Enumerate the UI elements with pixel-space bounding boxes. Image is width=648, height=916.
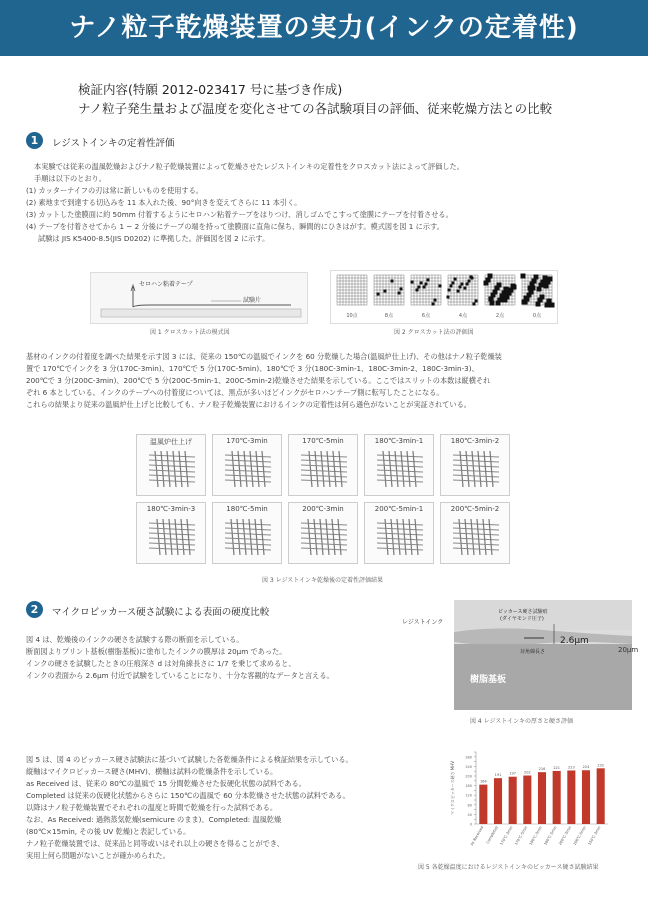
tile-label: 170℃-3min — [226, 437, 268, 445]
chart-bar — [509, 777, 517, 824]
grade-panel — [411, 275, 442, 319]
crosscut-result-tile — [212, 434, 282, 496]
crosscut-result-tile — [364, 502, 434, 564]
crosscut-grades — [331, 271, 557, 323]
hardness-chart — [446, 746, 612, 858]
section1-paragraph: 本実験では従来の温風乾燥およびナノ粒子乾燥装置によって乾燥させたレジストインキの定着性をクロスカット法によって評価した。 手順は以下のとおり。 (1) カッターナイフの刃は常に新しいものを使用する。 (2) 素地まで到達する切込みを 11 本入れた後、90°向きを変えてさらに 11 本引く。 (3) カットした塗膜面に約 50mm 付着するようにセロハン粘着テープをはりつけ、消しゴムでこすって塗膜にテープを付着させる。 (4) テープを付着させてから 1 ~ 2 分後にテープの端を持って塗膜面に直角に保ち、瞬間的にひきはがす。模式図を図 1 に示す。 試験は JIS K5400-8.5(JIS D0202) に準拠した。評価図を図 2 に示す。 — [26, 162, 464, 243]
grade-label: 0点 — [532, 313, 542, 319]
fig1-piece-label: 試験片 — [243, 297, 262, 304]
bar-value-label: 223 — [567, 765, 575, 770]
subtitle-line1: 検証内容(特願 2012-023417 号に基づき作成) — [78, 82, 343, 97]
fig4-substrate-label: 樹脂基板 — [470, 675, 507, 685]
fig4-thickness-label: 20μm — [618, 646, 639, 654]
y-tick-label: 200 — [465, 774, 472, 779]
category-label: 180℃-5min — [543, 825, 558, 846]
chart-bar — [553, 771, 561, 824]
y-tick-label: 240 — [465, 764, 472, 769]
fig4-depth-label: 2.6μm — [560, 636, 589, 646]
bar-value-label: 216 — [538, 767, 546, 772]
category-label: 200℃-5min — [572, 825, 587, 846]
section1-number: 1 — [26, 132, 43, 149]
chart-bar — [523, 776, 531, 824]
tile-label: 200℃-5min-1 — [374, 505, 424, 513]
figure-3 — [136, 434, 516, 564]
tile-label: 170℃-5min — [302, 437, 344, 445]
crosscut-result-tile — [440, 502, 510, 564]
section2-number: 2 — [26, 601, 43, 618]
page-title: ナノ粒子乾燥装置の実力(インクの定着性) — [0, 0, 648, 56]
fig4-diag-label: 対角線長さ — [520, 649, 546, 655]
grade-label: 8点 — [384, 313, 394, 319]
subtitle-line2: ナノ粒子発生量および温度を変化させての各試験項目の評価、従来乾燥方法との比較 — [78, 101, 553, 116]
bar-value-label: 191 — [494, 773, 502, 778]
figure-1 — [90, 272, 308, 324]
bar-value-label: 164 — [479, 779, 487, 784]
fig3-caption: 図 3 レジストインキ乾燥後の定着性評価結果 — [262, 577, 384, 584]
y-tick-label: 280 — [465, 755, 472, 760]
chart-bar — [494, 778, 502, 824]
bar-value-label: 232 — [597, 763, 605, 768]
crosscut-result-tile — [212, 502, 282, 564]
crosscut-result-tile — [288, 502, 358, 564]
tile-label: 200℃-5min-2 — [450, 505, 500, 513]
tile-label: 180℃-3min-1 — [374, 437, 424, 445]
tile-label: 180℃-5min — [226, 505, 268, 513]
y-tick-label: 160 — [465, 784, 472, 789]
grade-panel — [521, 274, 555, 320]
fig1-tape-label: セロハン粘着テープ — [139, 281, 193, 288]
tile-label: 180℃-3min-3 — [146, 505, 196, 513]
section2-title: マイクロビッカース硬さ試験による表面の硬度比較 — [52, 607, 270, 618]
chart-bar — [582, 770, 590, 824]
y-tick-label: 0 — [469, 822, 472, 827]
grade-label: 6点 — [421, 313, 431, 319]
grade-label: 4点 — [458, 313, 468, 319]
chart-bar — [567, 770, 575, 824]
category-label: 150℃-3min — [587, 825, 602, 846]
tile-label: 200℃-3min — [302, 505, 344, 513]
fig5-caption: 図 5 各乾燥温度におけるレジストインキのビッカース硬さ試験結果 — [418, 864, 599, 871]
y-tick-label: 40 — [467, 812, 472, 817]
chart-bar — [597, 768, 605, 824]
y-tick-label: 120 — [465, 793, 472, 798]
fig4-ink-label: レジストインク — [402, 619, 444, 626]
grade-label: 2点 — [495, 313, 505, 319]
bar-value-label: 221 — [553, 765, 561, 770]
grade-label: 10点 — [346, 313, 358, 319]
bar-value-label: 202 — [523, 770, 531, 775]
figure-4 — [454, 600, 632, 710]
fig4-indent-label: ビッカース硬さ試験痕 — [498, 609, 548, 615]
section2-paragraph: 図 4 は、乾燥後のインクの硬さを試験する際の断面を示している。 断面図よりプリント基板(樹脂基板)に塗布したインクの膜厚は 20μm であった。 インクの硬さを試験したときの圧痕深さ d は対角線長さに 1/7 を乗じて求めると、 インクの表面から 2.6μm 付近で試験をしていることになり、十分な客観的なデータと言える。 — [26, 635, 334, 680]
grade-panel — [374, 275, 404, 319]
category-label: Completed — [485, 825, 499, 845]
bar-value-label: 197 — [509, 771, 517, 776]
grade-panel — [484, 274, 517, 320]
chart-bar — [538, 772, 546, 824]
figure-2 — [330, 270, 558, 324]
category-label: 170℃-3min — [499, 825, 514, 846]
fig2-caption: 図 2 クロスカット法の評価図 — [394, 329, 474, 336]
fig1-caption: 図 1 クロスカット法の模式図 — [150, 329, 230, 336]
fig4-caption: 図 4 レジストインキの厚さと硬さ評価 — [470, 718, 574, 725]
section2-results-paragraph: 図 5 は、図 4 のビッカース硬さ試験法に基づいて試験した各乾燥条件による検証結果を示している。 縦軸はマイクロビッカース硬さ(MHV)、横軸は試料の乾燥条件を示している。 as Received は、従来の 80℃の温風で 15 分間乾燥させた仮硬化状態の試料である。 Completed は従来の仮硬化状態からさらに 150℃の温風で 60 分本乾燥させた状態の試料である。 以降はナノ粒子乾燥装置でそれぞれの温度と時間で乾燥を行った試料である。 なお、As Received: 過熱蒸気乾燥(semicure のまま)、Completed: 温風乾燥 (80℃×15min, その後 UV 乾燥)と表記している。 ナノ粒子乾燥装置では、従来品と同等或いはそれ以上の硬さを得ることができ、 実用上何ら問題がないことが確かめられた。 — [26, 755, 353, 860]
crosscut-diagram — [91, 273, 307, 323]
fig4-diamond-label: (ダイヤモンド圧子) — [500, 616, 544, 622]
y-tick-label: 80 — [467, 803, 472, 808]
tile-label: 180℃-3min-2 — [450, 437, 500, 445]
crosscut-result-tile — [288, 434, 358, 496]
bar-value-label: 224 — [582, 765, 590, 770]
crosscut-result-tile — [364, 434, 434, 496]
section1-title: レジストインキの定着性評価 — [52, 138, 175, 149]
crosscut-result-tile — [136, 434, 206, 496]
section1-results-paragraph: 基材のインクの付着度を調べた結果を示す図 3 には、従来の 150℃の温風でインクを 60 分乾燥した場合(温風炉仕上げ)、その他はナノ粒子乾燥装 置で 170℃でインクを 3 分(170C-3min)、170℃で 5 分(170C-5min)、180℃で 3 分(180C-3min-1、180C-3min-2、180C-3min-3)、 200℃で 3 分(200C-3min)、200℃で 5 分(200C-5min-1、200C-5min-2)乾燥させた結果を示している。ここではスリットの本数は縦横それ ぞれ 6 本としている。インクのテープへの付着度については、黒点が多いほどインクがセロハンテープ側に転写したことになる。 これらの結果より従来の温風炉仕上げと比較しても、ナノ粒子乾燥装置におけるインクの定着性は何ら遜色がないことが実証されている。 — [26, 352, 502, 409]
category-label: 170℃-5min — [514, 825, 529, 846]
tile-label: 温風炉仕上げ — [150, 438, 192, 446]
y-axis-label: マイクロビッカース硬さ MHV — [450, 761, 455, 815]
crosscut-result-tile — [440, 434, 510, 496]
category-label: 200℃-3min — [558, 825, 573, 846]
grade-panel — [447, 275, 479, 319]
grade-panel — [337, 275, 367, 319]
crosscut-result-tile — [136, 502, 206, 564]
category-label: 180℃-3min — [528, 825, 543, 846]
category-label: As Received — [469, 825, 485, 847]
chart-bar — [479, 785, 487, 824]
